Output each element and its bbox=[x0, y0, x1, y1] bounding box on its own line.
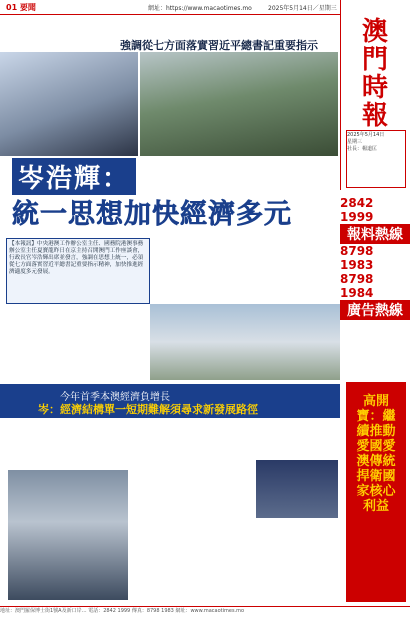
inspection-photo bbox=[140, 52, 338, 156]
headline-line2: 統一思想加快經濟多元 bbox=[12, 199, 292, 230]
news-hotline-label: 報料熱線 bbox=[340, 224, 410, 244]
phone-3: 8798 1984 bbox=[340, 272, 374, 300]
phone-2: 8798 1983 bbox=[340, 244, 374, 272]
website-label[interactable]: 網址：https://www.macaotimes.mo bbox=[148, 5, 252, 12]
page-number: 01 要聞 bbox=[6, 3, 36, 12]
body-column bbox=[154, 238, 338, 300]
phone-1: 2842 1999 bbox=[340, 196, 374, 224]
conference-photo bbox=[8, 470, 128, 600]
meeting-photo bbox=[0, 52, 138, 156]
hotline-ad bbox=[340, 196, 410, 330]
body-column bbox=[6, 308, 150, 380]
page-footer: 地址：澳門羅保博士街1號A及新口岸… 電話：2842 1999 傳真：8798 1983 網址：www.macaotimes.mo bbox=[0, 606, 410, 621]
lead-paragraph: 【本報訊】中央港澳工作辦公室主任、國務院港澳事務辦公室主任夏寶龍昨日在京主持召開澳門工作座談會，行政長官岑浩輝出席並發言，強調在思想上統一，必須從七方面落實習近平總書記重要指示精神，加快推進經濟適度多元發展。 bbox=[6, 238, 150, 304]
portrait-photo bbox=[256, 460, 338, 518]
body-column bbox=[8, 422, 128, 466]
section2-subtitle: 岑：經濟結構單一短期難解須尋求新發展路徑 bbox=[38, 403, 258, 416]
body-column bbox=[134, 422, 252, 602]
issue-date: 2025年5月14日／星期三 bbox=[268, 5, 337, 12]
side-story-headline: 高開寶：繼續推動愛國愛澳傳統捍衛國家核心利益 bbox=[356, 394, 396, 514]
headline-line1: 岑浩輝： bbox=[12, 158, 136, 195]
section2-title: 今年首季本澳經濟負增長 bbox=[60, 392, 170, 403]
cityscape-photo bbox=[150, 304, 340, 380]
body-column bbox=[256, 522, 338, 602]
sub-headline: 強調從七方面落實習近平總書記重要指示 bbox=[120, 39, 318, 52]
ad-hotline-label: 廣告熱線 bbox=[340, 300, 410, 320]
masthead-title: 澳 門 時 報 bbox=[361, 17, 388, 131]
masthead-info: 2025年5月14日 星期三 社長：楊道匡 bbox=[346, 130, 406, 188]
